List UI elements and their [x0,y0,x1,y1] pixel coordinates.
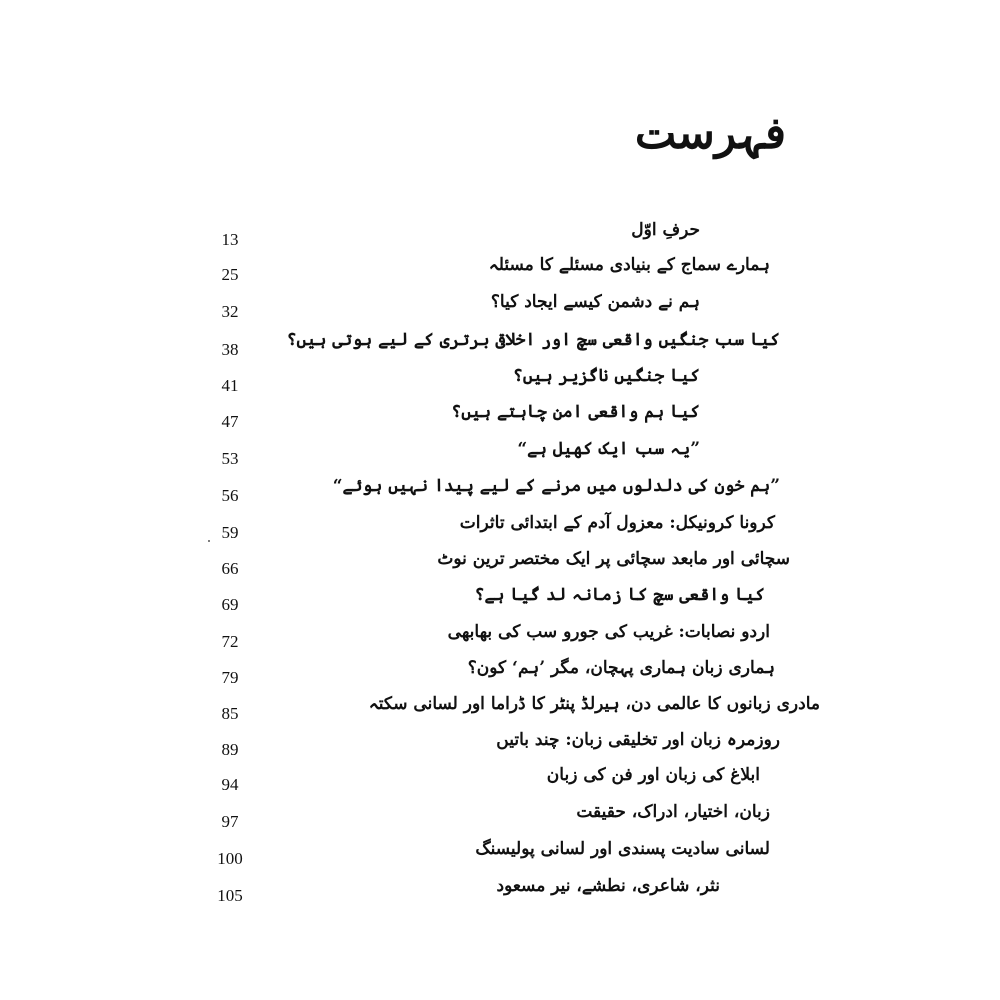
toc-entry-title: کرونا کرونیکل: معزول آدم کے ابتدائی تاثرات [459,513,775,533]
toc-entry-title: ابلاغ کی زبان اور فن کی زبان [546,765,760,785]
toc-entry-title: روزمرہ زبان اور تخلیقی زبان: چند باتیں [496,730,780,750]
toc-entry-title: ”ہم خون کی دلدلوں میں مرنے کے لیے پیدا نہیں ہوئے“ [332,476,780,496]
toc-row [0,765,1000,802]
toc-row [0,402,1000,439]
toc-row [0,802,1000,839]
toc-row [0,730,1000,767]
toc-row [0,513,1000,550]
toc-entry-title: کیا جنگیں ناگزیر ہیں؟ [512,366,700,386]
toc-row [0,658,1000,695]
toc-page-number: 53 [221,449,239,468]
toc-row [0,366,1000,403]
toc-entry-title: نثر، شاعری، نطشے، نیر مسعود [496,876,720,896]
scan-speck [208,540,210,542]
toc-entry-title: لسانی سادیت پسندی اور لسانی پولیسنگ [475,839,770,859]
page-title: فہرست [634,108,786,159]
toc-page-number: 59 [221,523,239,542]
toc-page-number: 94 [221,775,239,794]
toc-page-number: 69 [221,595,239,614]
toc-row [0,622,1000,659]
toc-entry-title: مادری زبانوں کا عالمی دن، ہیرلڈ پنٹر کا ڈراما اور لسانی سکتہ [368,694,820,714]
toc-row [0,476,1000,513]
toc-entry-title: زبان، اختیار، ادراک، حقیقت [576,802,770,822]
toc-row [0,439,1000,476]
toc-page-number: 85 [221,704,239,723]
toc-entry-title: کیا ہم واقعی امن چاہتے ہیں؟ [451,402,700,422]
toc-row [0,255,1000,292]
toc-page-number: 47 [221,412,239,431]
toc-entry-title: کیا واقعی سچ کا زمانہ لد گیا ہے؟ [474,585,765,605]
toc-page-number: 41 [221,376,239,395]
toc-page-number: 97 [221,812,239,831]
toc-entry-title: اردو نصابات: غریب کی جورو سب کی بھابھی [447,622,770,642]
toc-page-number: 38 [221,340,239,359]
toc-row [0,220,1000,257]
toc-entry-title: ہماری زبان ہماری پہچان، مگر ’ہم‘ کون؟ [467,658,775,678]
toc-row [0,292,1000,329]
toc-row [0,585,1000,622]
toc-row [0,549,1000,586]
toc-row [0,694,1000,731]
toc-page-number: 32 [221,302,239,321]
toc-entry-title: ”یہ سب ایک کھیل ہے“ [517,439,700,459]
toc-row [0,839,1000,876]
table-of-contents [0,220,1000,940]
toc-page-number: 89 [221,740,239,759]
toc-entry-title: کیا سب جنگیں واقعی سچ اور اخلاقی برتری کے لیے ہوتی ہیں؟ [286,330,780,350]
toc-page-number: 56 [221,486,239,505]
toc-page-number: 79 [221,668,239,687]
toc-page-number: 100 [217,849,243,868]
toc-entry-title: ہمارے سماج کے بنیادی مسئلے کا مسئلہ [488,255,770,275]
toc-entry-title: سچائی اور مابعد سچائی پر ایک مختصر ترین نوٹ [437,549,790,569]
toc-row [0,876,1000,913]
toc-entry-title: حرفِ اوّل [631,220,700,240]
toc-page-number: 25 [221,265,239,284]
toc-page-number: 105 [217,886,243,905]
toc-page-number: 72 [221,632,239,651]
toc-entry-title: ہم نے دشمن کیسے ایجاد کیا؟ [490,292,700,312]
toc-page-number: 66 [221,559,239,578]
toc-row [0,330,1000,367]
toc-page-number: 13 [221,230,239,249]
